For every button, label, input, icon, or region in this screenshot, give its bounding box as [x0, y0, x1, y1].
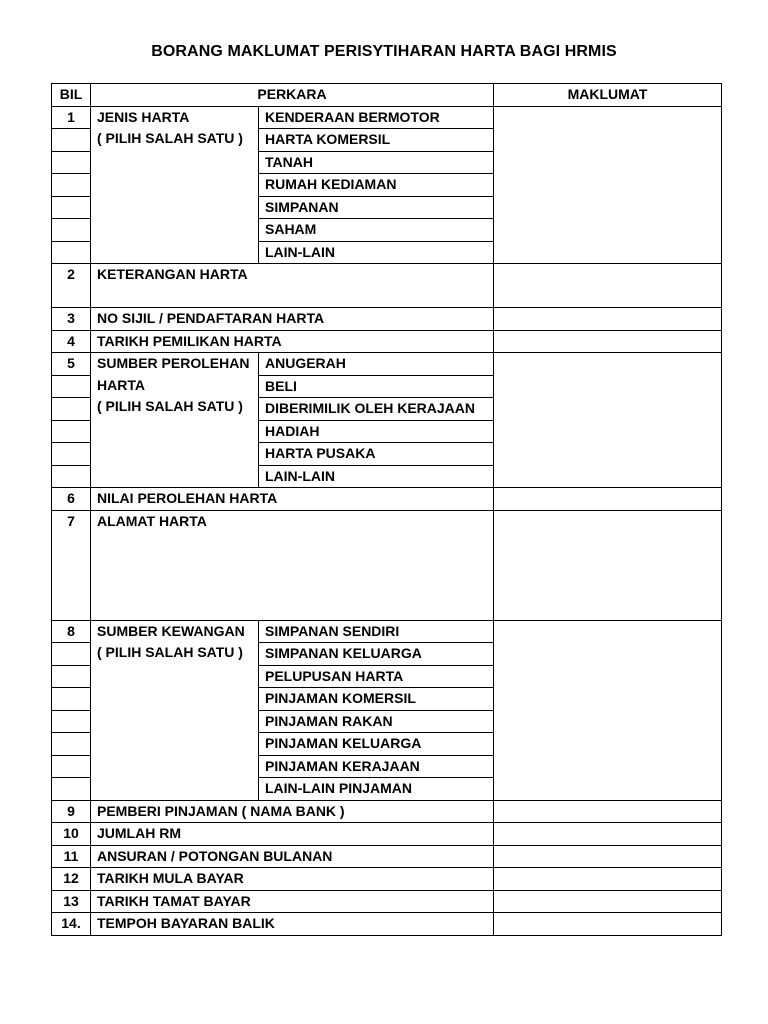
option-cell[interactable]: PINJAMAN KERAJAAN	[259, 755, 494, 778]
row-number	[52, 755, 91, 778]
row-number: 6	[52, 488, 91, 511]
option-cell[interactable]: HADIAH	[259, 420, 494, 443]
maklumat-cell-5[interactable]	[494, 353, 722, 488]
row-number	[52, 688, 91, 711]
table-row	[52, 890, 722, 913]
option-cell[interactable]: PINJAMAN RAKAN	[259, 710, 494, 733]
option-cell[interactable]: ANUGERAH	[259, 353, 494, 376]
row-label: NILAI PEROLEHAN HARTA	[91, 488, 494, 511]
maklumat-cell-2[interactable]	[494, 264, 722, 308]
table-row	[52, 510, 722, 620]
table-row	[52, 308, 722, 331]
row-number	[52, 465, 91, 488]
table-row	[52, 353, 722, 376]
row-number: 10	[52, 823, 91, 846]
label-line: ( PILIH SALAH SATU )	[97, 130, 243, 146]
option-cell[interactable]: KENDERAAN BERMOTOR	[259, 106, 494, 129]
table-row	[52, 913, 722, 936]
option-cell[interactable]: SIMPANAN SENDIRI	[259, 620, 494, 643]
row-number	[52, 151, 91, 174]
row-label: TARIKH MULA BAYAR	[91, 868, 494, 891]
row-label: ANSURAN / POTONGAN BULANAN	[91, 845, 494, 868]
row-label: TEMPOH BAYARAN BALIK	[91, 913, 494, 936]
row-number	[52, 375, 91, 398]
row-number	[52, 778, 91, 801]
table-row	[52, 823, 722, 846]
table-row	[52, 800, 722, 823]
row-number	[52, 398, 91, 421]
option-cell[interactable]: SAHAM	[259, 219, 494, 242]
row-number: 9	[52, 800, 91, 823]
option-cell[interactable]: SIMPANAN KELUARGA	[259, 643, 494, 666]
option-cell[interactable]: HARTA PUSAKA	[259, 443, 494, 466]
row-number: 1	[52, 106, 91, 129]
row-number: 11	[52, 845, 91, 868]
header-row	[52, 84, 722, 107]
table-row	[52, 868, 722, 891]
row-number: 13	[52, 890, 91, 913]
row-number: 2	[52, 264, 91, 308]
row-label: PEMBERI PINJAMAN ( NAMA BANK )	[91, 800, 494, 823]
header-perkara: PERKARA	[91, 84, 494, 107]
maklumat-cell-11[interactable]	[494, 845, 722, 868]
row-number: 8	[52, 620, 91, 643]
form-title: BORANG MAKLUMAT PERISYTIHARAN HARTA BAGI HRMIS	[151, 43, 617, 60]
option-cell[interactable]: SIMPANAN	[259, 196, 494, 219]
row-number	[52, 241, 91, 264]
sumber-kewangan-label	[91, 620, 259, 800]
row-number	[52, 665, 91, 688]
row-label: ALAMAT HARTA	[91, 510, 494, 620]
option-cell[interactable]: RUMAH KEDIAMAN	[259, 174, 494, 197]
maklumat-cell-7[interactable]	[494, 510, 722, 620]
header-maklumat: MAKLUMAT	[494, 84, 722, 107]
option-cell[interactable]: LAIN-LAIN	[259, 241, 494, 264]
option-cell[interactable]: PINJAMAN KELUARGA	[259, 733, 494, 756]
option-cell[interactable]: TANAH	[259, 151, 494, 174]
row-label: KETERANGAN HARTA	[91, 264, 494, 308]
maklumat-cell-3[interactable]	[494, 308, 722, 331]
label-line: JENIS HARTA	[97, 108, 190, 125]
maklumat-cell-14[interactable]	[494, 913, 722, 936]
row-number	[52, 710, 91, 733]
maklumat-cell-8[interactable]	[494, 620, 722, 800]
header-bil: BIL	[52, 84, 91, 107]
row-number	[52, 174, 91, 197]
row-number	[52, 196, 91, 219]
label-line: ( PILIH SALAH SATU )	[97, 644, 243, 660]
sumber-perolehan-label	[91, 353, 259, 488]
table-row	[52, 488, 722, 511]
table-row	[52, 106, 722, 129]
label-line: ( PILIH SALAH SATU )	[97, 398, 243, 414]
row-number: 5	[52, 353, 91, 376]
row-number	[52, 733, 91, 756]
row-number: 12	[52, 868, 91, 891]
option-cell[interactable]: PINJAMAN KOMERSIL	[259, 688, 494, 711]
row-number: 3	[52, 308, 91, 331]
table-row	[52, 330, 722, 353]
row-label: NO SIJIL / PENDAFTARAN HARTA	[91, 308, 494, 331]
label-line: SUMBER KEWANGAN	[97, 622, 245, 639]
maklumat-cell-1[interactable]	[494, 106, 722, 264]
row-number	[52, 219, 91, 242]
row-number	[52, 443, 91, 466]
row-number	[52, 643, 91, 666]
option-cell[interactable]: PELUPUSAN HARTA	[259, 665, 494, 688]
row-number: 14.	[52, 913, 91, 936]
jenis-harta-label	[91, 106, 259, 264]
option-cell[interactable]: LAIN-LAIN	[259, 465, 494, 488]
maklumat-cell-4[interactable]	[494, 330, 722, 353]
table-row	[52, 845, 722, 868]
row-number	[52, 129, 91, 152]
row-label: JUMLAH RM	[91, 823, 494, 846]
option-cell[interactable]: DIBERIMILIK OLEH KERAJAAN	[259, 398, 494, 421]
row-label: TARIKH PEMILIKAN HARTA	[91, 330, 494, 353]
label-line: HARTA	[97, 376, 145, 393]
declaration-table	[51, 83, 722, 936]
option-cell[interactable]: HARTA KOMERSIL	[259, 129, 494, 152]
row-number: 4	[52, 330, 91, 353]
maklumat-cell-10[interactable]	[494, 823, 722, 846]
maklumat-cell-9[interactable]	[494, 800, 722, 823]
option-cell[interactable]: BELI	[259, 375, 494, 398]
row-label: TARIKH TAMAT BAYAR	[91, 890, 494, 913]
row-number	[52, 420, 91, 443]
option-cell[interactable]: LAIN-LAIN PINJAMAN	[259, 778, 494, 801]
label-line: SUMBER PEROLEHAN	[97, 355, 250, 371]
table-row	[52, 264, 722, 308]
maklumat-cell-6[interactable]	[494, 488, 722, 511]
row-number: 7	[52, 510, 91, 620]
table-row	[52, 620, 722, 643]
maklumat-cell-12[interactable]	[494, 868, 722, 891]
maklumat-cell-13[interactable]	[494, 890, 722, 913]
